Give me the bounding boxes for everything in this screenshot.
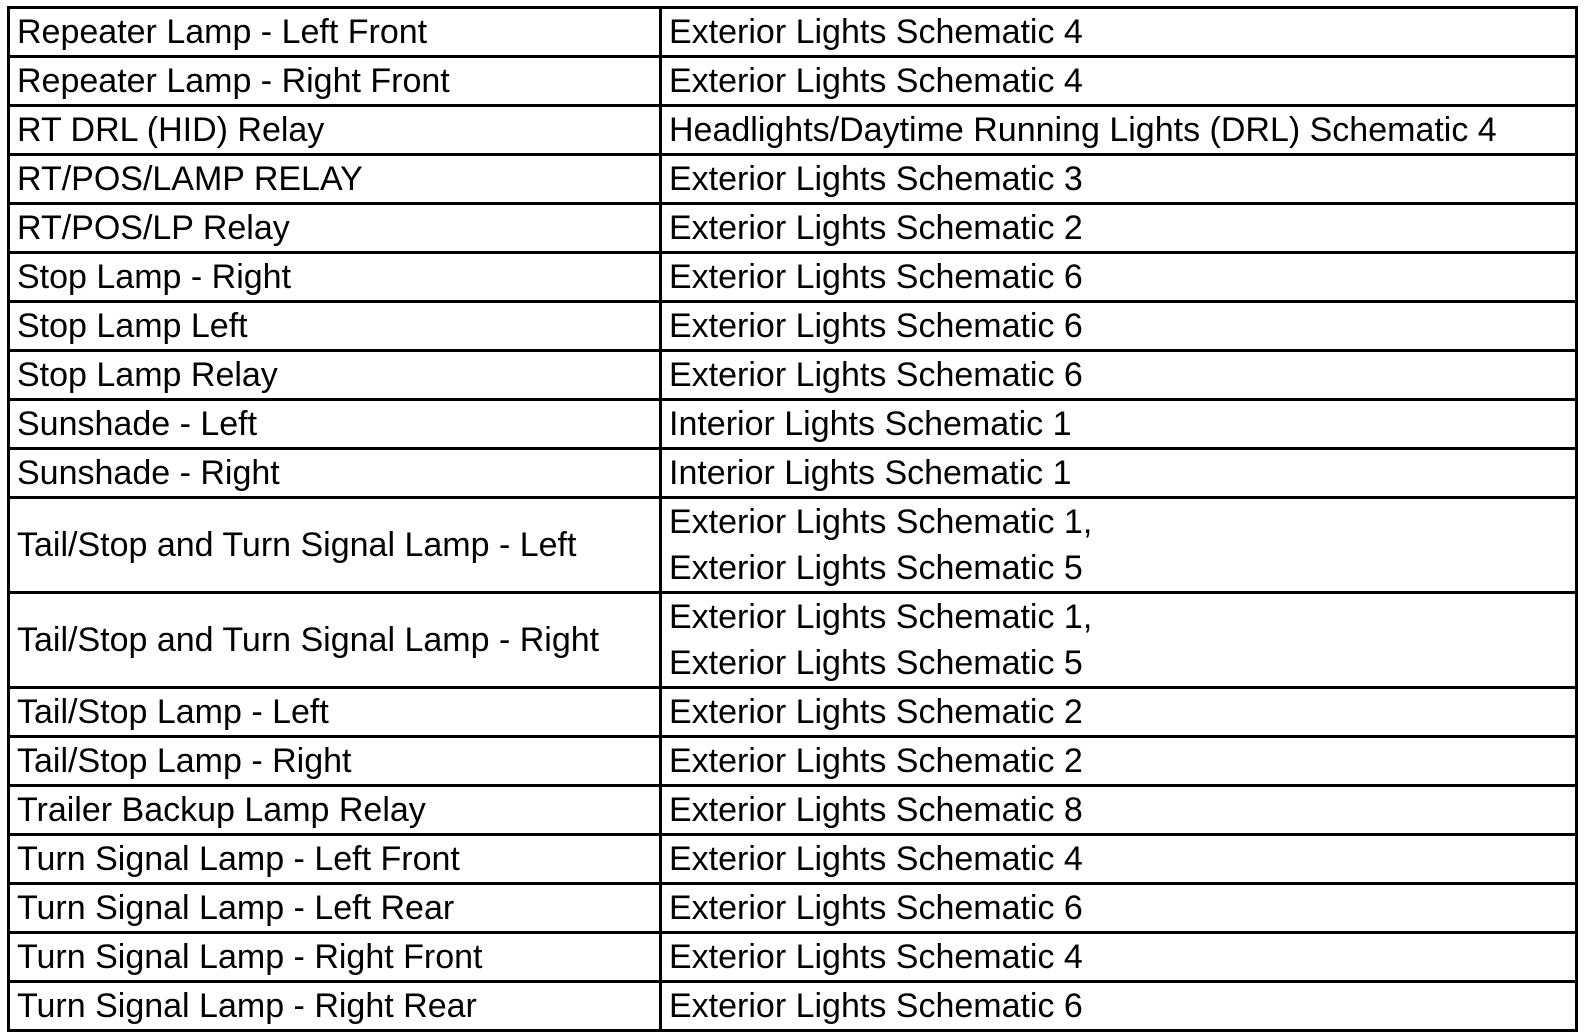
component-cell: Sunshade - Right (9, 449, 661, 498)
table-row (9, 737, 1577, 786)
component-cell: Stop Lamp - Right (9, 253, 661, 302)
schematic-cell (661, 933, 1577, 982)
table-row (9, 933, 1577, 982)
schematic-cell (661, 302, 1577, 351)
table-row (9, 302, 1577, 351)
schematic-reference: Exterior Lights Schematic 2 (669, 742, 1083, 780)
table-row (9, 155, 1577, 204)
schematic-cell (661, 106, 1577, 155)
table-row (9, 400, 1577, 449)
schematic-cell (661, 835, 1577, 884)
schematic-cell (661, 204, 1577, 253)
schematic-cell (661, 884, 1577, 933)
schematic-cell (661, 786, 1577, 835)
component-cell: Repeater Lamp - Right Front (9, 57, 661, 106)
schematic-cell (661, 8, 1577, 57)
component-schematic-table (7, 6, 1578, 1032)
table-row (9, 498, 1577, 593)
schematic-reference: Exterior Lights Schematic 8 (669, 791, 1083, 829)
schematic-reference: Exterior Lights Schematic 4 (669, 938, 1083, 976)
schematic-reference: Exterior Lights Schematic 1, (669, 503, 1093, 541)
component-cell: Tail/Stop Lamp - Left (9, 688, 661, 737)
table-row (9, 449, 1577, 498)
schematic-cell (661, 155, 1577, 204)
schematic-reference: Exterior Lights Schematic 6 (669, 889, 1083, 927)
schematic-cell (661, 737, 1577, 786)
schematic-cell (661, 498, 1577, 593)
component-cell: RT DRL (HID) Relay (9, 106, 661, 155)
schematic-reference: Exterior Lights Schematic 2 (669, 693, 1083, 731)
schematic-cell (661, 400, 1577, 449)
schematic-cell (661, 688, 1577, 737)
table-row (9, 884, 1577, 933)
schematic-cell (661, 57, 1577, 106)
component-cell: RT/POS/LP Relay (9, 204, 661, 253)
schematic-reference: Exterior Lights Schematic 5 (669, 644, 1083, 682)
schematic-cell (661, 351, 1577, 400)
component-cell: Turn Signal Lamp - Left Rear (9, 884, 661, 933)
schematic-reference: Exterior Lights Schematic 4 (669, 13, 1083, 51)
table-row (9, 351, 1577, 400)
schematic-cell (661, 982, 1577, 1031)
schematic-reference: Exterior Lights Schematic 4 (669, 840, 1083, 878)
table-row (9, 982, 1577, 1031)
table-body (9, 8, 1577, 1031)
schematic-reference: Exterior Lights Schematic 3 (669, 160, 1083, 198)
schematic-cell (661, 253, 1577, 302)
schematic-reference: Exterior Lights Schematic 6 (669, 258, 1083, 296)
table-row (9, 786, 1577, 835)
schematic-reference: Exterior Lights Schematic 1, (669, 598, 1093, 636)
component-cell: Sunshade - Left (9, 400, 661, 449)
schematic-reference: Exterior Lights Schematic 4 (669, 62, 1083, 100)
table-row (9, 8, 1577, 57)
schematic-reference: Interior Lights Schematic 1 (669, 405, 1072, 443)
table-row (9, 204, 1577, 253)
schematic-reference: Interior Lights Schematic 1 (669, 454, 1072, 492)
component-cell: Turn Signal Lamp - Right Front (9, 933, 661, 982)
table-row (9, 57, 1577, 106)
schematic-reference: Exterior Lights Schematic 6 (669, 356, 1083, 394)
schematic-reference: Exterior Lights Schematic 6 (669, 987, 1083, 1025)
component-cell: Trailer Backup Lamp Relay (9, 786, 661, 835)
component-cell: Turn Signal Lamp - Left Front (9, 835, 661, 884)
component-cell: Tail/Stop Lamp - Right (9, 737, 661, 786)
table-row (9, 253, 1577, 302)
component-cell: Stop Lamp Left (9, 302, 661, 351)
component-cell: Tail/Stop and Turn Signal Lamp - Left (9, 498, 661, 593)
component-cell: Tail/Stop and Turn Signal Lamp - Right (9, 593, 661, 688)
table-row (9, 593, 1577, 688)
schematic-reference: Exterior Lights Schematic 5 (669, 549, 1083, 587)
component-cell: RT/POS/LAMP RELAY (9, 155, 661, 204)
component-cell: Repeater Lamp - Left Front (9, 8, 661, 57)
schematic-cell (661, 449, 1577, 498)
schematic-reference: Exterior Lights Schematic 6 (669, 307, 1083, 345)
table-row (9, 106, 1577, 155)
table-row (9, 688, 1577, 737)
schematic-reference: Exterior Lights Schematic 2 (669, 209, 1083, 247)
component-cell: Stop Lamp Relay (9, 351, 661, 400)
component-cell: Turn Signal Lamp - Right Rear (9, 982, 661, 1031)
table-row (9, 835, 1577, 884)
schematic-reference: Headlights/Daytime Running Lights (DRL) Schematic 4 (669, 111, 1497, 149)
schematic-cell (661, 593, 1577, 688)
